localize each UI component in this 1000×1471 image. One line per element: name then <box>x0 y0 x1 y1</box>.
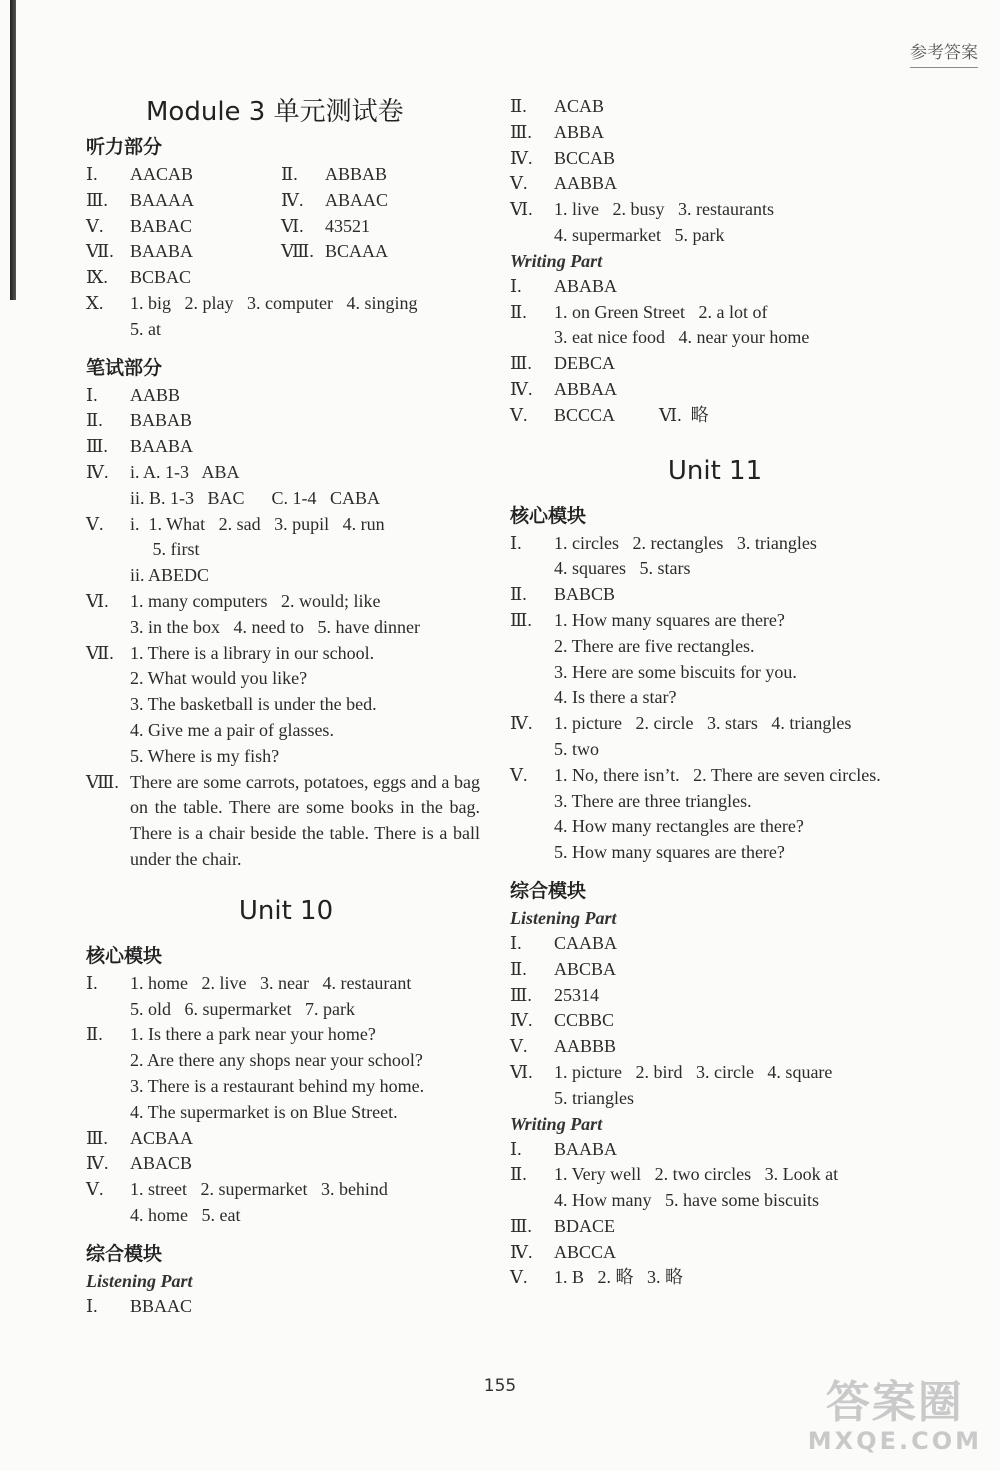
listening-heading: 听力部分 <box>86 136 163 158</box>
answer-number: Ⅸ. <box>86 267 108 288</box>
answer-text: 4. How many rectangles are there? <box>554 816 804 837</box>
answer-line <box>510 377 920 403</box>
answer-text: ACBAA <box>130 1127 194 1148</box>
answer-number: Ⅳ. <box>86 1153 109 1174</box>
answer-line <box>86 460 486 486</box>
answer-number: Ⅱ. <box>86 410 103 431</box>
answer-text: 4. home 5. eat <box>130 1204 241 1225</box>
answer-text: 5. Where is my fish? <box>130 745 280 766</box>
answer-number: Ⅳ. <box>510 378 533 399</box>
answer-line <box>86 641 486 667</box>
answer-number: Ⅰ. <box>86 1295 98 1316</box>
answer-line <box>510 931 920 957</box>
answer-text: 1. circles 2. rectangles 3. triangles <box>554 532 817 553</box>
answer-cell <box>281 214 476 240</box>
answer-number: Ⅵ. <box>510 1061 533 1082</box>
unit11-writing-sub: Writing Part <box>510 1113 603 1134</box>
answer-row <box>86 162 486 188</box>
answer-number: Ⅵ. <box>281 215 304 236</box>
answer-number: Ⅱ. <box>281 164 298 184</box>
answer-line <box>86 434 486 460</box>
answer-number: Ⅴ. <box>510 173 528 194</box>
answer-line <box>86 1022 486 1048</box>
watermark-site: MXQE.COM <box>807 1427 982 1455</box>
answer-line <box>86 718 486 744</box>
answer-line <box>510 1008 920 1034</box>
answer-line <box>86 1151 486 1177</box>
unit11-core-heading: 核心模块 <box>510 504 587 527</box>
answer-number: Ⅳ. <box>281 189 304 210</box>
answer-number: Ⅴ. <box>86 1179 104 1200</box>
answer-line <box>86 291 486 317</box>
answer-number: Ⅳ. <box>510 713 533 734</box>
writing-sub-1: Writing Part <box>510 250 603 271</box>
answer-text: 5. at <box>130 318 161 339</box>
answer-number: Ⅱ. <box>510 1164 527 1185</box>
answer-text: 4. How many 5. have some biscuits <box>554 1190 819 1211</box>
answer-text: BAABA <box>130 241 194 262</box>
answer-number: Ⅲ. <box>510 984 532 1005</box>
answer-line <box>510 1188 920 1214</box>
answer-text: ABBA <box>554 121 605 142</box>
answer-text: ABACB <box>130 1153 193 1174</box>
written-paragraph <box>86 770 486 873</box>
answer-line <box>510 1137 920 1163</box>
written-lines <box>86 383 486 770</box>
unit10-core-heading: 核心模块 <box>86 944 163 967</box>
answer-number: Ⅴ. <box>510 1036 528 1057</box>
top-lines <box>510 94 920 249</box>
writing-lines-1 <box>510 274 920 429</box>
unit11-writing-lines <box>510 1137 920 1292</box>
answer-line <box>86 1126 486 1152</box>
answer-text: 1. big 2. play 3. computer 4. singing <box>130 292 418 313</box>
answer-number: Ⅲ. <box>86 436 108 457</box>
answer-text: BBAAC <box>130 1295 193 1316</box>
answer-line <box>510 789 920 815</box>
answer-line <box>510 1214 920 1240</box>
answer-number: Ⅱ. <box>510 958 527 979</box>
answer-text: AACAB <box>130 164 194 184</box>
answer-line <box>510 634 920 660</box>
answer-text: 2. What would you like? <box>130 668 308 689</box>
answer-text: BCCCA Ⅵ. 略 <box>554 404 709 425</box>
answer-number: Ⅰ. <box>510 532 522 553</box>
answer-text: 5. How many squares are there? <box>554 842 785 863</box>
answer-line <box>510 531 920 557</box>
answer-text: CCBBC <box>554 1010 615 1031</box>
answer-line <box>510 685 920 711</box>
answer-line <box>510 223 920 249</box>
answer-line <box>510 556 920 582</box>
answer-text: 1. B 2. 略 3. 略 <box>554 1267 684 1288</box>
watermark-main: 答案圈 <box>825 1377 964 1428</box>
answer-text: BDACE <box>554 1215 616 1236</box>
answer-text: 5. two <box>554 738 599 759</box>
answer-line <box>510 325 920 351</box>
answer-text: 2. Are there any shops near your school? <box>130 1050 423 1071</box>
answer-line <box>510 711 920 737</box>
answer-line <box>510 660 920 686</box>
answer-text: 1. live 2. busy 3. restaurants <box>554 199 774 220</box>
answer-text: 3. Here are some biscuits for you. <box>554 661 797 682</box>
answer-row <box>86 188 486 214</box>
answer-text: 4. The supermarket is on Blue Street. <box>130 1101 398 1122</box>
answer-text: 43521 <box>325 215 370 236</box>
written-heading: 笔试部分 <box>86 356 163 379</box>
answer-text: AABB <box>130 384 181 405</box>
answer-line <box>86 537 486 563</box>
answer-line <box>510 1034 920 1060</box>
answer-number: Ⅳ. <box>86 461 109 482</box>
answer-cell <box>281 188 476 214</box>
answer-text: BABCB <box>554 584 616 605</box>
left-column <box>86 92 486 1319</box>
answer-text: 1. home 2. live 3. near 4. restaurant <box>130 972 412 993</box>
answer-text: 1. No, there isn’t. 2. There are seven circles. <box>554 764 881 785</box>
answer-number: Ⅰ. <box>510 932 522 953</box>
answer-number: Ⅲ. <box>510 609 532 630</box>
answer-text: 3. eat nice food 4. near your home <box>554 327 810 348</box>
answer-number: Ⅱ. <box>510 584 527 605</box>
answer-line <box>86 744 486 770</box>
answer-text: 4. Is there a star? <box>554 687 677 708</box>
answer-line <box>86 692 486 718</box>
answer-text: 1. How many squares are there? <box>554 609 785 630</box>
answer-line <box>510 1265 920 1291</box>
answer-cell <box>86 162 281 188</box>
unit11-listening-sub: Listening Part <box>510 907 617 928</box>
answer-text: AABBB <box>554 1036 617 1057</box>
answer-text: 5. old 6. supermarket 7. park <box>130 998 355 1019</box>
answer-number: Ⅴ. <box>510 764 528 785</box>
answer-line <box>86 1294 486 1320</box>
answer-text: ii. B. 1-3 BAC C. 1-4 CABA <box>130 487 381 508</box>
answer-text: i. 1. What 2. sad 3. pupil 4. run <box>130 513 385 534</box>
answer-line <box>86 589 486 615</box>
answer-text: ABBAA <box>554 378 618 399</box>
answer-line <box>86 383 486 409</box>
answer-line <box>510 1240 920 1266</box>
answer-text: 1. on Green Street 2. a lot of <box>554 301 768 322</box>
answer-text: BABAB <box>130 410 193 431</box>
answer-line <box>86 1100 486 1126</box>
answer-number: Ⅷ. <box>86 771 119 792</box>
answer-number: Ⅴ. <box>510 404 528 425</box>
answer-text: 1. Is there a park near your home? <box>130 1024 376 1045</box>
answer-text: ABAAC <box>325 189 389 210</box>
answer-text: ii. ABEDC <box>130 565 210 586</box>
answer-text: BCAAA <box>325 241 389 262</box>
answer-number: Ⅰ. <box>86 384 98 405</box>
answer-number: Ⅶ. <box>86 241 114 262</box>
answer-text: BAABA <box>130 436 194 457</box>
answer-line <box>510 582 920 608</box>
answer-text: 4. squares 5. stars <box>554 558 691 579</box>
listening-lines <box>86 265 486 342</box>
answer-line <box>86 1048 486 1074</box>
answer-line <box>510 146 920 172</box>
answer-text: BCCAB <box>554 147 616 168</box>
answer-text: 25314 <box>554 984 599 1005</box>
answer-number: Ⅳ. <box>510 1241 533 1262</box>
answer-line <box>510 763 920 789</box>
header-tag: 参考答案 <box>910 38 978 68</box>
answer-number: Ⅲ. <box>510 1215 532 1236</box>
answer-number: Ⅱ. <box>510 96 527 116</box>
answer-number: Ⅳ. <box>510 147 533 168</box>
answer-cell <box>86 239 281 265</box>
answer-number: Ⅳ. <box>510 1010 533 1031</box>
answer-text: i. A. 1-3 ABA <box>130 461 240 482</box>
answer-number: Ⅶ. <box>86 642 114 663</box>
answer-line <box>510 403 920 429</box>
answer-line <box>86 1203 486 1229</box>
answer-text: 3. There is a restaurant behind my home. <box>130 1075 425 1096</box>
answer-number: Ⅴ. <box>86 215 104 236</box>
answer-cell <box>86 214 281 240</box>
answer-line <box>86 317 486 343</box>
answer-line <box>86 512 486 538</box>
answer-text: ABBAB <box>325 164 388 184</box>
answer-number: Ⅲ. <box>510 121 532 142</box>
right-column <box>510 92 920 1291</box>
answer-number: Ⅲ. <box>86 189 108 210</box>
answer-line <box>510 608 920 634</box>
answer-text: 1. There is a library in our school. <box>130 642 375 663</box>
unit11-core-lines <box>510 531 920 866</box>
answer-text: 2. There are five rectangles. <box>554 635 755 656</box>
answer-text: 3. The basketball is under the bed. <box>130 694 377 715</box>
answer-cell <box>281 162 476 188</box>
answer-text: 3. in the box 4. need to 5. have dinner <box>130 616 420 637</box>
answer-number: Ⅵ. <box>510 199 533 220</box>
answer-text: BCBAC <box>130 267 192 288</box>
unit11-title: Unit 11 <box>667 455 763 486</box>
watermark-logo <box>808 1378 982 1454</box>
answer-text: ABABA <box>554 275 618 296</box>
answer-line <box>510 171 920 197</box>
answer-text: ABCBA <box>554 958 617 979</box>
module-title: Module 3 单元测试卷 <box>146 97 404 127</box>
answer-number: Ⅲ. <box>510 353 532 374</box>
answer-text: ACAB <box>554 96 605 116</box>
unit10-core-lines <box>86 971 486 1229</box>
answer-number: Ⅱ. <box>86 1024 103 1045</box>
answer-line <box>510 197 920 223</box>
answer-text: ABCCA <box>554 1241 617 1262</box>
answer-line <box>86 971 486 997</box>
answer-line <box>86 1177 486 1203</box>
answer-number: Ⅰ. <box>86 972 98 993</box>
answer-text: CAABA <box>554 932 618 953</box>
answer-number: Ⅴ. <box>510 1267 528 1288</box>
answer-text: There are some carrots, potatoes, eggs and a bag on the table. There are some books in the bag. There is a chair beside the table. There is a ball under the chair. <box>130 771 480 869</box>
answer-line <box>510 814 920 840</box>
answer-text: BAAAA <box>130 189 195 210</box>
answer-text: 5. triangles <box>554 1087 634 1108</box>
answer-line <box>510 1162 920 1188</box>
answer-number: Ⅵ. <box>86 590 109 611</box>
answer-number: Ⅷ. <box>281 241 314 262</box>
answer-text: 5. first <box>130 539 200 560</box>
answer-text: AABBA <box>554 173 618 194</box>
answer-cell <box>281 239 476 265</box>
answer-text: 4. supermarket 5. park <box>554 224 725 245</box>
answer-line <box>86 408 486 434</box>
unit10-comp-heading: 综合模块 <box>86 1242 163 1265</box>
answer-number: Ⅰ. <box>510 275 522 296</box>
answer-text: 3. There are three triangles. <box>554 790 752 811</box>
answer-row <box>86 239 486 265</box>
unit11-listening-lines <box>510 931 920 1112</box>
answer-line <box>86 615 486 641</box>
answer-text: 1. Very well 2. two circles 3. Look at <box>554 1164 839 1185</box>
answer-line <box>510 94 920 120</box>
answer-text: 1. street 2. supermarket 3. behind <box>130 1179 388 1200</box>
answer-text: 1. picture 2. circle 3. stars 4. triangles <box>554 713 852 734</box>
answer-line <box>510 983 920 1009</box>
answer-line <box>86 563 486 589</box>
answer-row <box>86 214 486 240</box>
answer-line <box>510 1086 920 1112</box>
answer-line <box>510 737 920 763</box>
answer-line <box>86 666 486 692</box>
answer-line <box>510 957 920 983</box>
answer-line <box>86 997 486 1023</box>
page-binding-edge <box>10 0 16 300</box>
answer-number: Ⅱ. <box>510 301 527 322</box>
page-number: 155 <box>483 1376 517 1396</box>
unit10-listening-sub: Listening Part <box>86 1270 193 1291</box>
answer-line <box>510 300 920 326</box>
answer-line <box>510 274 920 300</box>
answer-text: DEBCA <box>554 353 616 374</box>
unit10-title: Unit 10 <box>238 895 334 926</box>
listening-pairs <box>86 162 486 265</box>
answer-number: Ⅲ. <box>86 1127 108 1148</box>
answer-text: 1. many computers 2. would; like <box>130 590 381 611</box>
answer-text: 4. Give me a pair of glasses. <box>130 719 334 740</box>
unit11-comp-heading: 综合模块 <box>510 879 587 902</box>
unit10-listening-lines <box>86 1294 486 1320</box>
answer-line <box>510 840 920 866</box>
answer-number: Ⅰ. <box>510 1138 522 1159</box>
answer-line <box>86 486 486 512</box>
answer-cell <box>86 188 281 214</box>
answer-number: Ⅴ. <box>86 513 104 534</box>
answer-line <box>86 265 486 291</box>
answer-text: BABAC <box>130 215 193 236</box>
answer-line <box>510 351 920 377</box>
answer-text: 1. picture 2. bird 3. circle 4. square <box>554 1061 833 1082</box>
answer-number: Ⅹ. <box>86 292 104 313</box>
answer-line <box>510 120 920 146</box>
answer-line <box>510 1060 920 1086</box>
answer-text: BAABA <box>554 1138 618 1159</box>
answer-line <box>86 1074 486 1100</box>
answer-number: Ⅰ. <box>86 164 98 184</box>
